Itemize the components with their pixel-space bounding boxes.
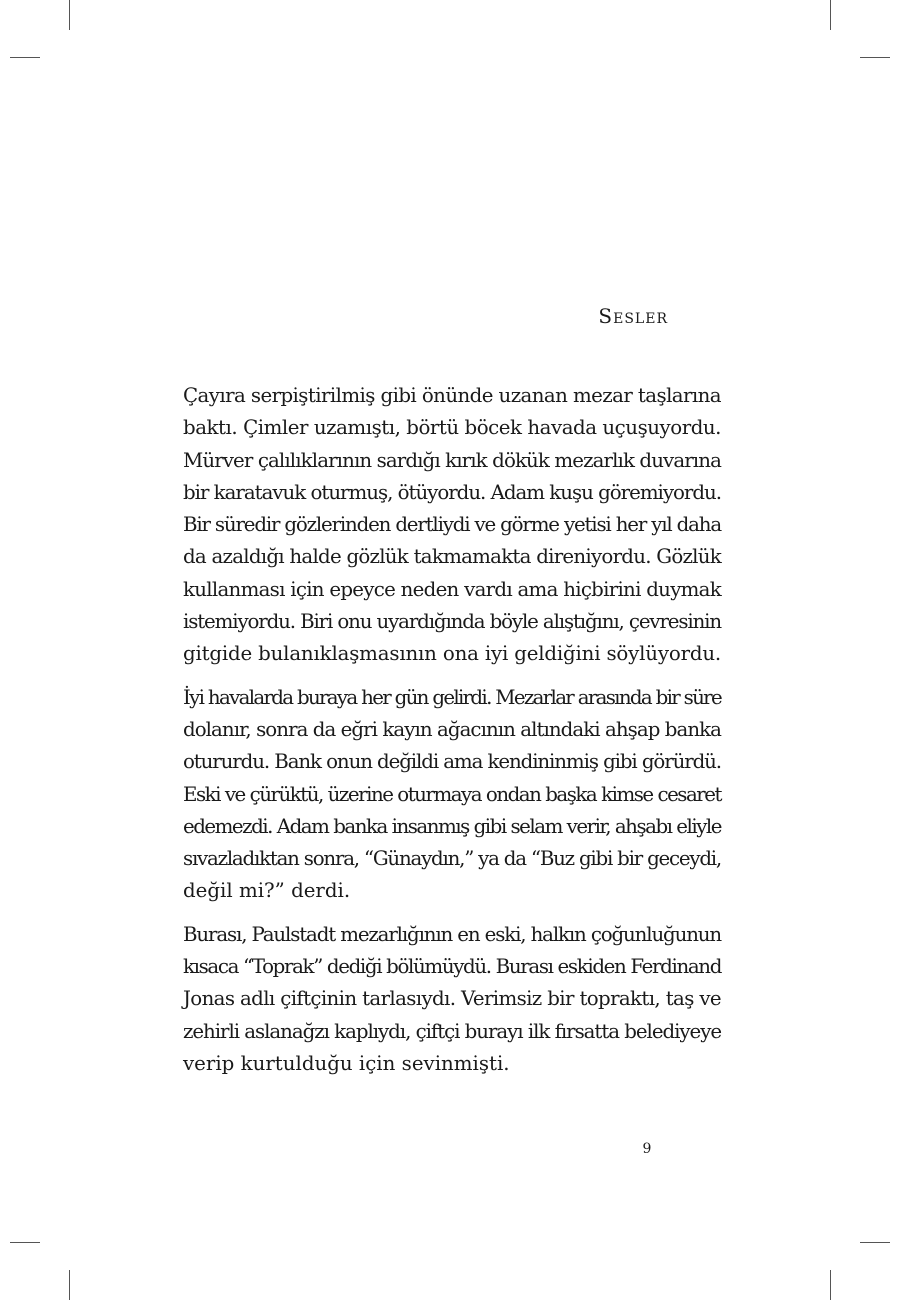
text-line: değil mi?” derdi. [183,879,351,903]
text-line: da azaldığı halde gözlük takmamakta direniyordu. Gözlük [183,545,721,569]
crop-mark-bottom-left-vertical [69,1270,70,1300]
text-line: Bir süredir gözlerinden dertliydi ve görme yetisi her yıl daha [183,513,721,537]
crop-mark-top-left-vertical [69,0,70,30]
text-line: Jonas adlı çiftçinin tarlasıydı. Verimsiz bir topraktı, taş ve [183,987,721,1011]
crop-mark-bottom-left-horizontal [10,1242,40,1243]
text-line: zehirli aslanağzı kaplıydı, çiftçi burayı ilk fırsatta belediyeye [183,1019,721,1043]
text-line: Çayıra serpiştirilmiş gibi önünde uzanan mezar taşlarına [183,384,722,407]
text-line: sıvazladıktan sonra, “Günaydın,” ya da “Buz gibi bir geceydi, [183,847,721,871]
text-line: Burası, Paulstadt mezarlığının en eski, halkın çoğunluğunun [183,922,722,946]
crop-mark-top-right-horizontal [860,57,890,58]
crop-mark-bottom-right-vertical [830,1270,831,1300]
crop-mark-top-right-vertical [830,0,831,30]
paragraph [183,919,721,1080]
text-line: verip kurtulduğu için sevinmişti. [183,1051,510,1075]
chapter-title: Sesler [598,304,668,328]
text-line: baktı. Çimler uzamıştı, börtü böcek havada uçuşuyordu. [183,416,722,440]
paragraph [183,380,721,671]
text-line: Eski ve çürüktü, üzerine oturmaya ondan başka kimse cesaret [183,782,722,806]
page-number: 9 [642,1141,652,1157]
text-line: otururdu. Bank onun değildi ama kendininmiş gibi görürdü. [183,750,721,774]
text-line: Mürver çalılıklarının sardığı kırık dökük mezarlık duvarına [183,448,721,472]
crop-mark-bottom-right-horizontal [860,1242,890,1243]
paragraph [183,682,721,908]
crop-mark-top-left-horizontal [10,57,40,58]
text-line: gitgide bulanıklaşmasının ona iyi geldiğini söylüyordu. [183,642,722,666]
text-line: İyi havalarda buraya her gün gelirdi. Mezarlar arasında bir süre [183,685,721,709]
text-line: bir karatavuk oturmuş, ötüyordu. Adam kuşu göremiyordu. [183,480,722,504]
body-text [183,380,721,1091]
text-line: kısaca “Toprak” dediği bölümüydü. Burası eskiden Ferdinand [183,955,722,979]
text-line: istemiyordu. Biri onu uyardığında böyle alıştığını, çevresinin [183,610,721,634]
text-line: dolanır, sonra da eğri kayın ağacının altındaki ahşap banka [183,717,721,741]
text-line: kullanması için epeyce neden vardı ama hiçbirini duymak [183,577,722,601]
text-line: edemezdi. Adam banka insanmış gibi selam verir, ahşabı eliyle [183,814,722,838]
